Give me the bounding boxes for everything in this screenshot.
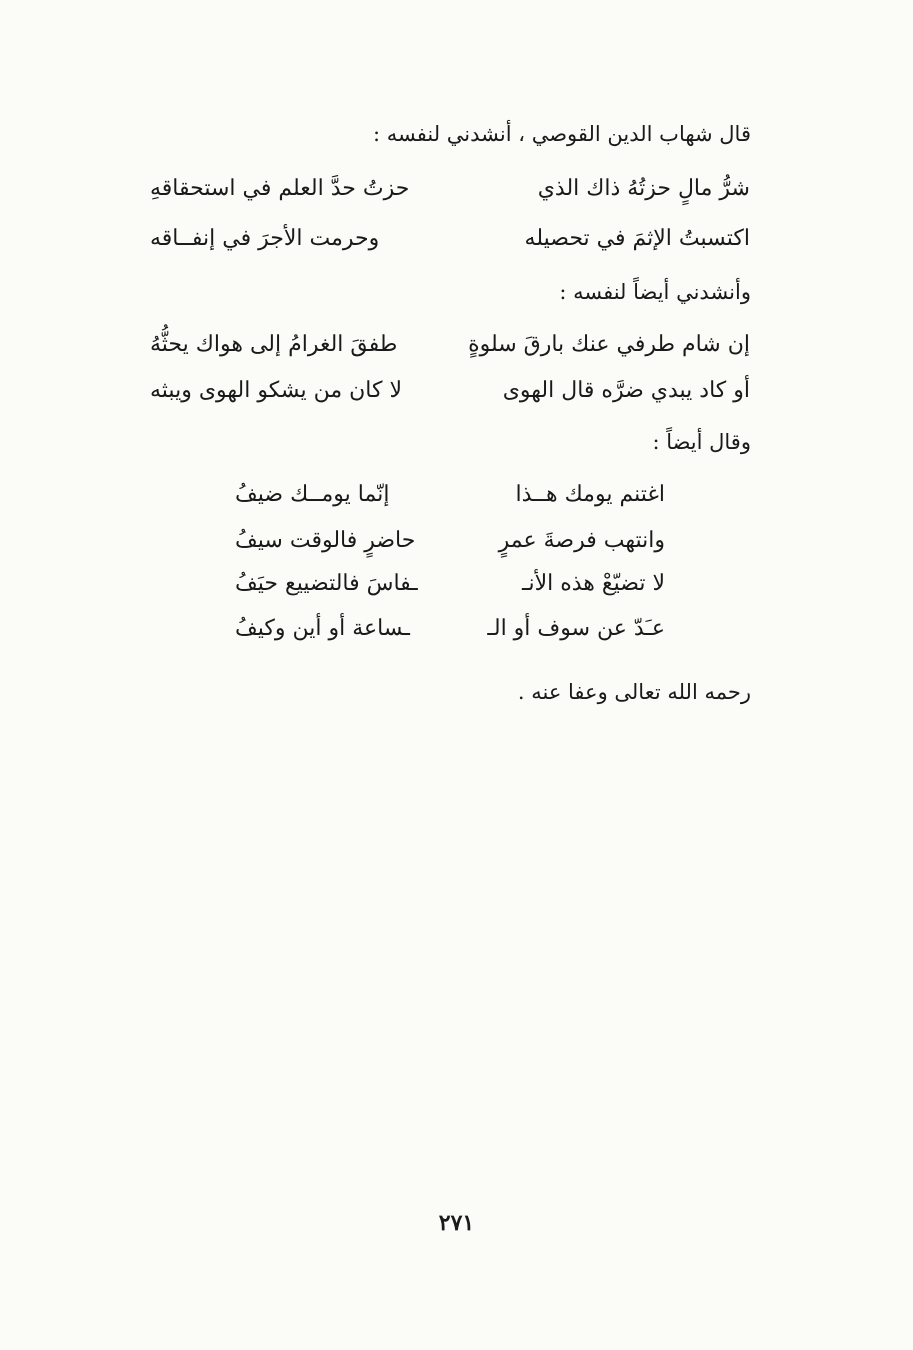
poem-2-verse-2: [150, 376, 750, 406]
intro-line-2: وأنشدني أيضاً لنفسه :: [559, 280, 751, 304]
poem-3-verse-2: [235, 526, 665, 556]
poem-2-verse-2-second: لا كان من يشكو الهوى ويبثه: [150, 378, 403, 403]
poem-1-verse-1-second: حزتُ حدَّ العلم في استحقاقهِ: [150, 176, 410, 201]
poem-1-verse-2: [150, 224, 750, 254]
poem-2-verse-1-second: طفقَ الغرامُ إلى هواك يحثُّهُ: [150, 332, 398, 357]
page-number: ٢٧١: [438, 1210, 475, 1236]
intro-line-3: وقال أيضاً :: [652, 430, 751, 454]
poem-3-verse-1-first: اغتنم يومك هــذا: [515, 482, 665, 507]
poem-1-verse-1: [150, 174, 750, 204]
poem-3-verse-1-second: إنّما يومــك ضيفُ: [235, 482, 390, 507]
poem-3-verse-3-second: ـفاسَ فالتضييع حيَفُ: [235, 571, 418, 596]
poem-1-verse-2-second: وحرمت الأجرَ في إنفــاقه: [150, 226, 380, 251]
poem-2-verse-2-first: أو كاد يبدي ضرَّه قال الهوى: [502, 378, 750, 403]
poem-3-verse-3-first: لا تضيّعْ هذه الأنـ: [522, 571, 665, 596]
poem-3-verse-2-first: وانتهب فرصةَ عمرٍ: [498, 528, 665, 553]
poem-3-verse-4-first: عـَدّ عن سوف أو الـ: [487, 616, 665, 641]
poem-3-verse-3: [235, 569, 665, 599]
poem-3-verse-4: [235, 614, 665, 644]
poem-1-verse-1-first: شرُّ مالٍ حزتُهُ ذاك الذي: [537, 176, 750, 201]
closing-line: رحمه الله تعالى وعفا عنه .: [517, 680, 751, 704]
poem-1-verse-2-first: اكتسبتُ الإثمَ في تحصيله: [524, 226, 750, 251]
poem-3-verse-2-second: حاضرٍ فالوقت سيفُ: [235, 528, 416, 553]
intro-line-1: قال شهاب الدين القوصي ، أنشدني لنفسه :: [373, 122, 751, 146]
poem-3-verse-4-second: ـساعة أو أين وكيفُ: [235, 616, 410, 641]
poem-2-verse-1-first: إن شام طرفي عنك بارقَ سلوةٍ: [468, 332, 750, 357]
poem-3-verse-1: [235, 480, 665, 510]
poem-2-verse-1: [150, 330, 750, 360]
